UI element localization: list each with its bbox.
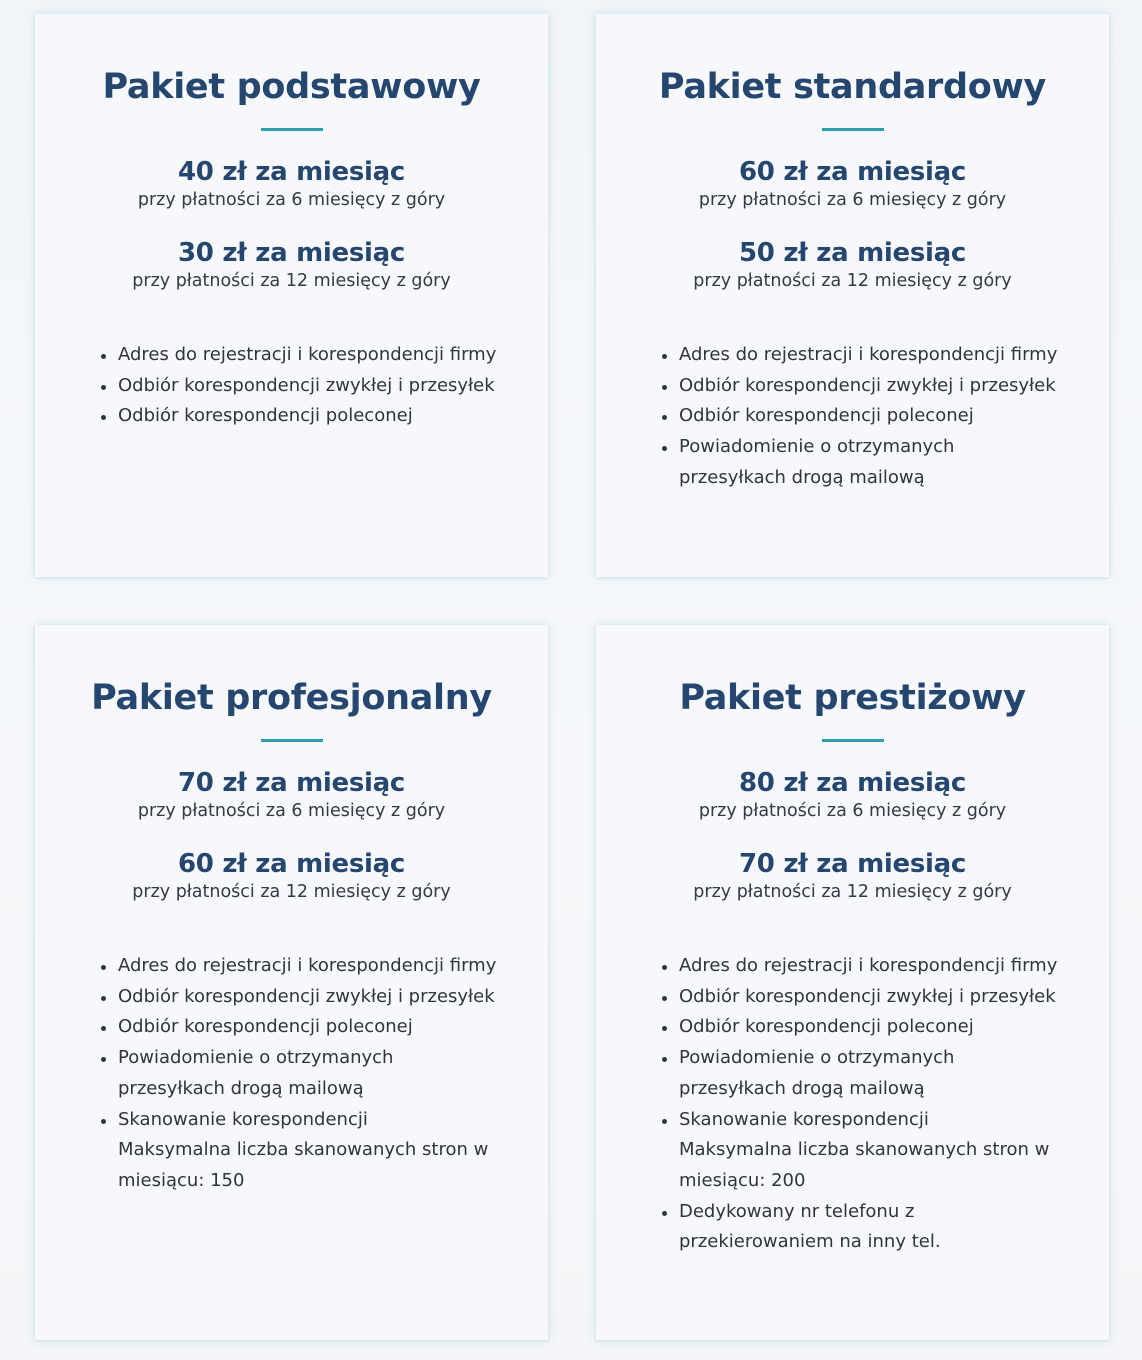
feature-text: Skanowanie korespondencji [679, 1108, 929, 1130]
feature-item [101, 1105, 521, 1197]
feature-item [662, 340, 1082, 371]
feature-text: Odbiór korespondencji poleconej [118, 1016, 413, 1038]
feature-item [101, 951, 521, 982]
price-note: przy płatności za 6 miesięcy z góry [698, 801, 1007, 821]
feature-item [101, 982, 521, 1013]
price-block-12-months [35, 848, 548, 903]
feature-text: Odbiór korespondencji poleconej [679, 1016, 974, 1038]
price-block-12-months [596, 848, 1109, 903]
feature-list [35, 951, 548, 1197]
package-card-basic [35, 14, 548, 577]
feature-text: Odbiór korespondencji zwykłej i przesyłek [679, 985, 1056, 1007]
feature-text: Adres do rejestracji i korespondencji firmy [118, 955, 497, 976]
title-divider [822, 128, 884, 131]
title-divider [822, 739, 884, 742]
feature-item [662, 401, 1082, 432]
price-block-6-months [596, 156, 1109, 211]
feature-item [101, 1012, 521, 1043]
feature-item [101, 401, 521, 432]
price: 60 zł za miesiąc [178, 849, 405, 879]
price-block-12-months [35, 237, 548, 292]
package-card-professional [35, 625, 548, 1340]
price-note: przy płatności za 6 miesięcy z góry [137, 801, 446, 821]
feature-text: Adres do rejestracji i korespondencji firmy [118, 344, 497, 365]
feature-text: Adres do rejestracji i korespondencji firmy [679, 955, 1058, 976]
feature-text: przesyłkach drogą mailową [679, 1077, 925, 1099]
price: 30 zł za miesiąc [178, 238, 405, 268]
title-divider [261, 128, 323, 131]
feature-text: Skanowanie korespondencji [118, 1108, 368, 1130]
feature-item [662, 371, 1082, 402]
feature-text: przesyłkach drogą mailową [118, 1077, 364, 1099]
feature-item [101, 1043, 521, 1104]
feature-text: Powiadomienie o otrzymanych [118, 1047, 394, 1069]
feature-item [662, 951, 1082, 982]
feature-text: Powiadomienie o otrzymanych [679, 1047, 955, 1069]
feature-text: Odbiór korespondencji poleconej [679, 405, 974, 427]
price: 50 zł za miesiąc [739, 238, 966, 268]
feature-text: przesyłkach drogą mailową [679, 466, 925, 488]
feature-text: Odbiór korespondencji zwykłej i przesyłek [679, 374, 1056, 396]
price-note: przy płatności za 12 miesięcy z góry [693, 882, 1012, 902]
price: 80 zł za miesiąc [739, 768, 966, 798]
feature-text: Odbiór korespondencji zwykłej i przesyłek [118, 985, 495, 1007]
feature-item [662, 1197, 1082, 1258]
feature-item [101, 340, 521, 371]
title-divider [261, 739, 323, 742]
package-card-standard [596, 14, 1109, 577]
feature-text: przekierowaniem na inny tel. [679, 1231, 941, 1253]
feature-item [662, 1012, 1082, 1043]
package-title: Pakiet prestiżowy [679, 678, 1026, 718]
price-block-6-months [596, 767, 1109, 822]
feature-item [101, 371, 521, 402]
feature-text: Maksymalna liczba skanowanych stron w [679, 1139, 1050, 1161]
feature-list [35, 340, 548, 432]
price-note: przy płatności za 6 miesięcy z góry [137, 190, 446, 210]
package-title: Pakiet podstawowy [102, 67, 481, 107]
price-block-6-months [35, 767, 548, 822]
feature-text: Odbiór korespondencji poleconej [118, 405, 413, 427]
feature-text: Dedykowany nr telefonu z [679, 1200, 915, 1222]
price-block-12-months [596, 237, 1109, 292]
package-title: Pakiet profesjonalny [91, 678, 492, 718]
package-title: Pakiet standardowy [658, 67, 1047, 107]
feature-text: miesiącu: 150 [118, 1169, 245, 1191]
feature-list [596, 340, 1109, 494]
feature-text: Maksymalna liczba skanowanych stron w [118, 1139, 489, 1161]
feature-item [662, 432, 1082, 493]
price-note: przy płatności za 12 miesięcy z góry [132, 271, 451, 291]
price: 40 zł za miesiąc [178, 157, 405, 187]
price-block-6-months [35, 156, 548, 211]
feature-item [662, 982, 1082, 1013]
price-note: przy płatności za 12 miesięcy z góry [693, 271, 1012, 291]
feature-text: Odbiór korespondencji zwykłej i przesyłek [118, 374, 495, 396]
package-card-prestige [596, 625, 1109, 1340]
feature-item [662, 1105, 1082, 1197]
price-note: przy płatności za 12 miesięcy z góry [132, 882, 451, 902]
feature-text: miesiącu: 200 [679, 1169, 806, 1191]
feature-item [662, 1043, 1082, 1104]
price-note: przy płatności za 6 miesięcy z góry [698, 190, 1007, 210]
price: 70 zł za miesiąc [178, 768, 405, 798]
feature-text: Adres do rejestracji i korespondencji firmy [679, 344, 1058, 365]
price: 70 zł za miesiąc [739, 849, 966, 879]
feature-text: Powiadomienie o otrzymanych [679, 436, 955, 458]
price: 60 zł za miesiąc [739, 157, 966, 187]
feature-list [596, 951, 1109, 1258]
